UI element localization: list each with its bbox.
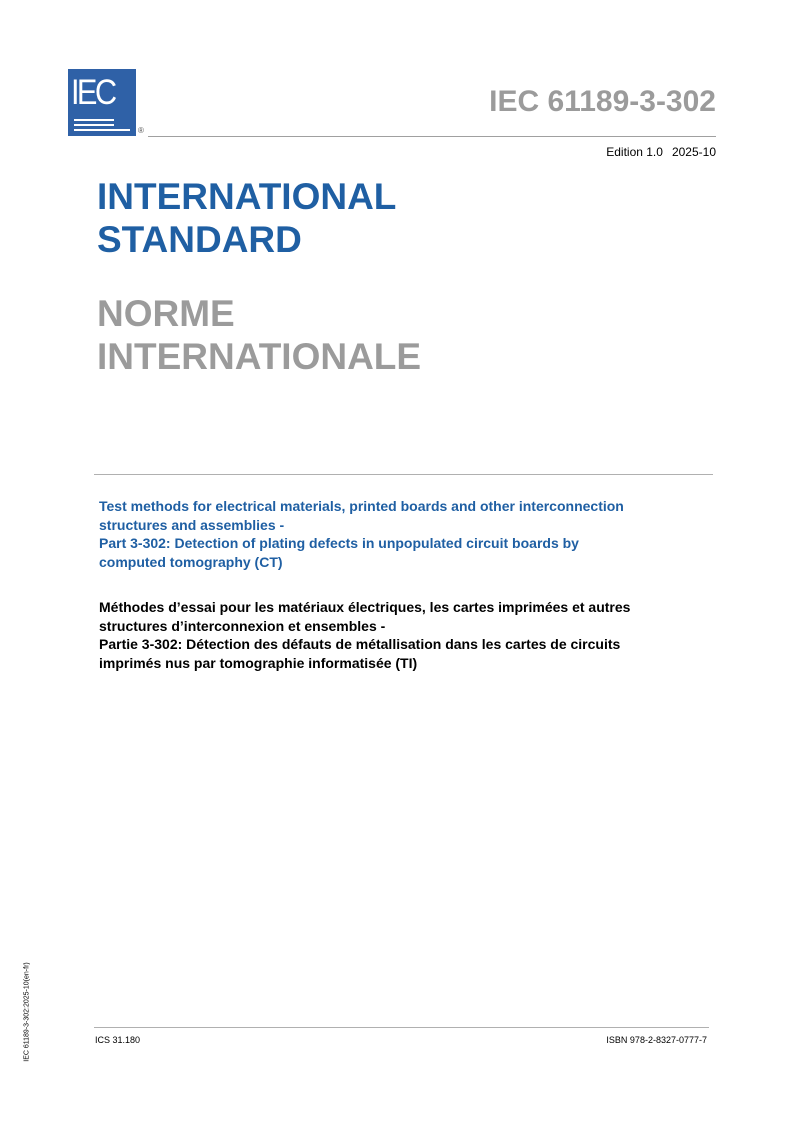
title-french-line: NORME (97, 293, 235, 334)
title-french (97, 292, 421, 378)
description-french (99, 598, 714, 672)
description-french-line: Partie 3-302: Détection des défauts de métallisation dans les cartes de circuits (99, 636, 621, 652)
title-english-line: INTERNATIONAL (97, 176, 397, 217)
title-french-line: INTERNATIONALE (97, 336, 422, 377)
title-english-line: STANDARD (97, 219, 302, 260)
standard-number: IEC 61189-3-302 (489, 85, 716, 118)
footer-divider (94, 1027, 709, 1028)
logo-stripe (74, 124, 114, 126)
title-english (97, 175, 396, 261)
document-reference-vertical: IEC 61189-3-302:2025-10(en-fr) (23, 962, 31, 1062)
description-english-line: Part 3-302: Detection of plating defects in unpopulated circuit boards by (99, 535, 579, 551)
header-divider (148, 136, 716, 137)
registered-mark: ® (138, 126, 144, 135)
description-french-line: imprimés nus par tomographie informatisée (TI) (99, 654, 418, 671)
description-english (99, 497, 714, 571)
description-french-line: Méthodes d’essai pour les matériaux électriques, les cartes imprimées et autres (99, 599, 631, 615)
title-divider (94, 474, 713, 475)
logo-stripe (74, 129, 130, 131)
isbn-number: ISBN 978-2-8327-0777-7 (606, 1035, 707, 1045)
edition-date: 2025-10 (671, 145, 716, 159)
description-english-line: structures and assemblies - (99, 516, 285, 533)
ics-code: ICS 31.180 (95, 1035, 141, 1045)
logo-stripe (74, 119, 114, 121)
description-english-line: Test methods for electrical materials, printed boards and other interconnection (99, 498, 624, 514)
description-french-line: structures d’interconnexion et ensembles - (99, 617, 386, 634)
description-english-line: computed tomography (CT) (99, 553, 283, 570)
edition-line (606, 145, 716, 159)
iec-logo-text: IEC (71, 73, 115, 112)
iec-logo (68, 69, 136, 136)
edition-label: Edition 1.0 (606, 145, 663, 159)
